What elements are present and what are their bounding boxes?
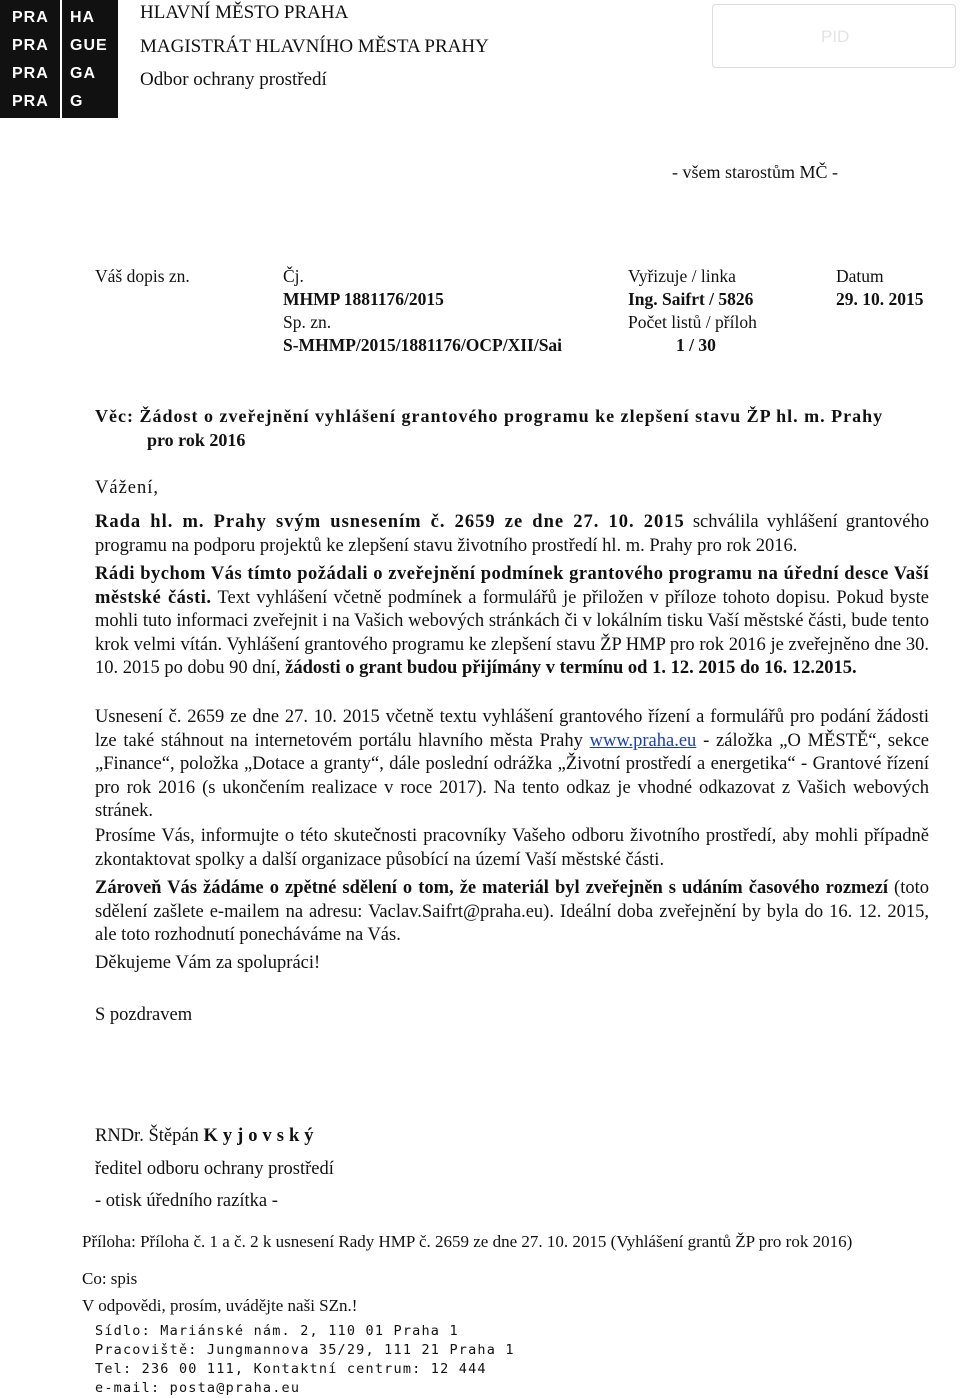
copy-line: Co: spis: [82, 1269, 138, 1288]
feedback-bold: Zároveň Vás žádáme o zpětné sdělení o tom, že materiál byl zveřejněn s udáním časového rozmezí: [95, 878, 888, 898]
logo-cell: PRA: [12, 9, 49, 26]
request-deadline: žádosti o grant budou přijímány v termínu od 1. 12. 2015 do 16. 12.2015.: [285, 658, 857, 678]
reply-note: V odpovědi, prosím, uvádějte naši SZn.!: [82, 1296, 358, 1315]
paragraph-inform: Prosíme Vás, informujte o této skutečnosti pracovníky Vašeho odboru životního prostředí, aby mohli případně zkontaktovat spolky a další organizace působící na území Vaší městské části.: [95, 826, 929, 870]
resolution-text: schválila vyhlášení grantového programu na podporu projektů ke zlepšení stavu životního prostředí hl. m. Prahy pro rok 2016.: [95, 512, 929, 556]
logo-divider: [60, 0, 62, 118]
logo-cell: GA: [70, 65, 96, 82]
signature-surname: Kyjovský: [203, 1126, 319, 1146]
resolution-bold: Rada hl. m. Prahy svým usnesením č. 2659 ze dne 27. 10. 2015: [95, 512, 685, 532]
pid-label: PID: [821, 27, 850, 46]
your-letter-label: Váš dopis zn.: [95, 266, 190, 286]
sp-zn-label: Sp. zn.: [283, 312, 332, 332]
addressee: - všem starostům MČ -: [672, 162, 838, 182]
header-magistrate: MAGISTRÁT HLAVNÍHO MĚSTA PRAHY: [140, 36, 489, 57]
logo-cell: PRA: [12, 65, 49, 82]
request-bold: Rádi bychom Vás tímto požádali o zveřejnění podmínek grantového programu na úřední desce Vaší městské části.: [95, 564, 929, 608]
download-text-2: - záložka „O MĚSTĚ“, sekce „Finance“, položka „Dotace a granty“, dále poslední odrážka „Životní prostředí a energetika“ - Grantové řízení pro rok 2016 (s ukončením realizace v roce 2017). Na tento odkaz je vhodné odkazovat z Vašich webových stránek.: [95, 730, 929, 821]
paragraph-resolution: [95, 511, 929, 558]
request-text: Text vyhlášení včetně podmínek a formulářů je přiložen v příloze tohoto dopisu. Pokud byste mohli tuto informaci zveřejnit i na Vašich webových stránkách či v lokálním tisku Vaší městské části, bude tento krok velmi vítán. Vyhlášení grantového programu ke zlepšení stavu ŽP HMP pro rok 2016 je zveřejněno dne 30. 10. 2015 po dobu 90 dní,: [95, 587, 929, 678]
thanks: Děkujeme Vám za spolupráci!: [95, 953, 321, 973]
date-label: Datum: [836, 266, 884, 286]
logo-cell: PRA: [12, 37, 49, 54]
logo-cell: HA: [70, 9, 96, 26]
pages-value: 1 / 30: [676, 335, 716, 355]
signature-role: ředitel odboru ochrany prostředí: [95, 1159, 334, 1179]
handled-by-label: Vyřizuje / linka: [628, 266, 736, 286]
pages-label: Počet listů / příloh: [628, 312, 757, 332]
footer-seat: Sídlo: Mariánské nám. 2, 110 01 Praha 1: [95, 1323, 459, 1339]
cj-label: Čj.: [283, 266, 304, 286]
sp-zn-value: S-MHMP/2015/1881176/OCP/XII/Sai: [283, 335, 563, 355]
logo-cell: PRA: [12, 93, 49, 110]
download-text: Usnesení č. 2659 ze dne 27. 10. 2015 včetně textu vyhlášení grantového řízení a formulářů pro podání žádosti lze také stáhnout na internetovém portálu hlavního města Prahy: [95, 707, 929, 751]
salutation: Vážení,: [95, 478, 160, 498]
subject-line-2: pro rok 2016: [147, 430, 246, 450]
attachment-line: Příloha: Příloha č. 1 a č. 2 k usnesení Rady HMP č. 2659 ze dne 27. 10. 2015 (Vyhlášení grantů ŽP pro rok 2016): [82, 1232, 853, 1251]
paragraph-download: [95, 706, 929, 824]
cj-value: MHMP 1881176/2015: [283, 289, 444, 309]
footer-phone: Tel: 236 00 111, Kontaktní centrum: 12 444: [95, 1361, 487, 1377]
header-city: HLAVNÍ MĚSTO PRAHA: [140, 2, 349, 23]
stamp-note: - otisk úředního razítka -: [95, 1191, 278, 1211]
paragraph-request: [95, 563, 929, 681]
paragraph-feedback: [95, 877, 929, 948]
signature-name: [95, 1126, 318, 1147]
prague-logo: [0, 0, 118, 118]
praha-eu-link[interactable]: www.praha.eu: [589, 730, 697, 751]
pid-box: [712, 4, 956, 68]
date-value: 29. 10. 2015: [836, 289, 924, 309]
closing: S pozdravem: [95, 1005, 193, 1025]
feedback-text: (toto sdělení zašlete e-mailem na adresu: Vaclav.Saifrt@praha.eu). Ideální doba zveřejnění by byla do 16. 12. 2015, ale toto rozhodnutí ponecháváme na Vás.: [95, 878, 929, 945]
footer-email: e-mail: posta@praha.eu: [95, 1380, 301, 1396]
header-department: Odbor ochrany prostředí: [140, 69, 327, 90]
logo-cell: GUE: [70, 37, 108, 54]
signature-title: RNDr. Štěpán: [95, 1126, 199, 1146]
logo-cell: G: [70, 93, 84, 110]
footer-office: Pracoviště: Jungmannova 35/29, 111 21 Praha 1: [95, 1342, 515, 1358]
handled-by-value: Ing. Saifrt / 5826: [628, 289, 754, 309]
subject-line-1: Věc: Žádost o zveřejnění vyhlášení grantového programu ke zlepšení stavu ŽP hl. m. Prahy: [95, 406, 884, 426]
